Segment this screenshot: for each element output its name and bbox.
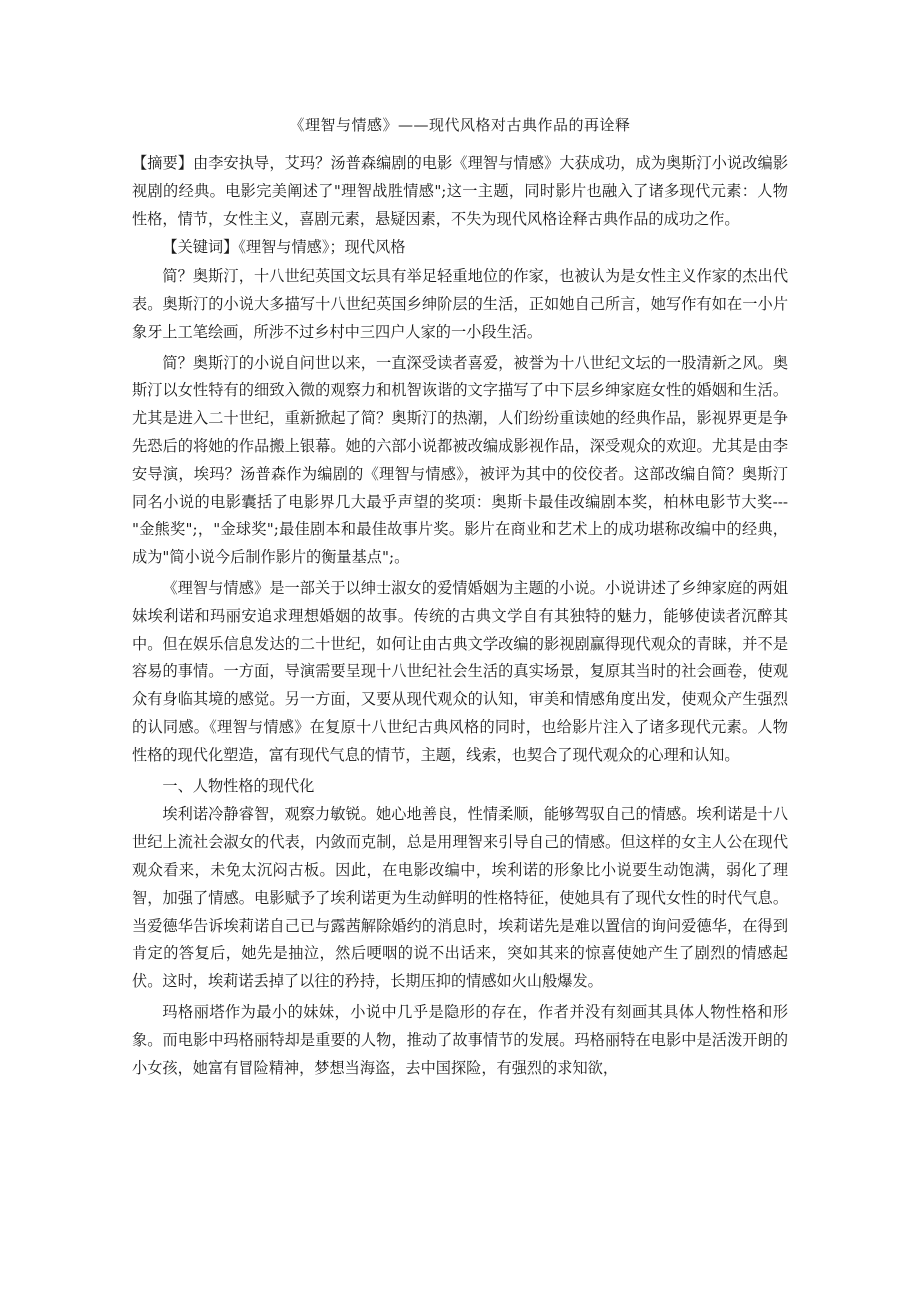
section-heading: 一、人物性格的现代化 (162, 776, 315, 795)
document-page (132, 112, 788, 1085)
abstract: 【摘要】由李安执导，艾玛？汤普森编剧的电影《理智与情感》大获成功，成为奥斯汀小说改编影视剧的经典。电影完美阐述了"理智战胜情感";这一主题，同时影片也融入了诸多现代元素：人物性格，情节，女性主义，喜剧元素，悬疑因素，不失为现代风格诠释古典作品的成功之作。 (132, 154, 788, 228)
body-paragraph: 埃利诺冷静睿智，观察力敏锐。她心地善良，性情柔顺，能够驾驭自己的情感。埃利诺是十八世纪上流社会淑女的代表，内敛而克制，总是用理智来引导自己的情感。但这样的女主人公在现代观众看来，未免太沉闷古板。因此，在电影改编中，埃利诺的形象比小说要生动饱满，弱化了理智，加强了情感。电影赋予了埃利诺更为生动鲜明的性格特征，使她具有了现代女性的时代气息。当爱德华告诉埃莉诺自己已与露茜解除婚约的消息时，埃莉诺先是难以置信的询问爱德华，在得到肯定的答复后，她先是抽泣，然后哽咽的说不出话来，突如其来的惊喜使她产生了剧烈的情感起伏。这时，埃莉诺丢掉了以往的矜持，长期压抑的情感如火山般爆发。 (132, 805, 788, 991)
body-paragraph: 玛格丽塔作为最小的妹妹，小说中几乎是隐形的存在，作者并没有刻画其具体人物性格和形象。而电影中玛格丽特却是重要的人物，推动了故事情节的发展。玛格丽特在电影中是活泼开朗的小女孩，她富有冒险精神，梦想当海盗，去中国探险，有强烈的求知欲， (132, 1002, 788, 1077)
body-paragraph: 《理智与情感》是一部关于以绅士淑女的爱情婚姻为主题的小说。小说讲述了乡绅家庭的两姐妹埃利诺和玛丽安追求理想婚姻的故事。传统的古典文学自有其独特的魅力，能够使读者沉醉其中。但在娱乐信息发达的二十世纪，如何让由古典文学改编的影视剧赢得现代观众的青睐，并不是容易的事情。一方面，导演需要呈现十八世纪社会生活的真实场景，复原其当时的社会画卷，使观众有身临其境的感觉。另一方面，又要从现代观众的认知，审美和情感角度出发，使观众产生强烈的认同感。《理智与情感》在复原十八世纪古典风格的同时，也给影片注入了诸多现代元素。人物性格的现代化塑造，富有现代气息的情节，主题，线索，也契合了现代观众的心理和认知。 (132, 578, 788, 764)
document-title: 《理智与情感》——现代风格对古典作品的再诠释 (289, 116, 631, 134)
body-paragraph: 简？奥斯汀的小说自问世以来，一直深受读者喜爱，被誉为十八世纪文坛的一股清新之风。奥斯汀以女性特有的细致入微的观察力和机智诙谐的文字描写了中下层乡绅家庭女性的婚姻和生活。尤其是进入二十世纪，重新掀起了简？奥斯汀的热潮，人们纷纷重读她的经典作品，影视界更是争先恐后的将她的作品搬上银幕。她的六部小说都被改编成影视作品，深受观众的欢迎。尤其是由李安导演，埃玛？汤普森作为编剧的《理智与情感》，被评为其中的佼佼者。这部改编自简？奥斯汀同名小说的电影囊括了电影界几大最乎声望的奖项：奥斯卡最佳改编剧本奖，柏林电影节大奖---"金熊奖";，"金球奖";最佳剧本和最佳故事片奖。影片在商业和艺术上的成功堪称改编中的经典，成为"简小说今后制作影片的衡量基点";。 (132, 353, 788, 567)
body-paragraph: 简？奥斯汀，十八世纪英国文坛具有举足轻重地位的作家，也被认为是女性主义作家的杰出代表。奥斯汀的小说大多描写十八世纪英国乡绅阶层的生活，正如她自己所言，她写作有如在一小片象牙上工笔绘画，所涉不过乡村中三四户人家的一小段生活。 (132, 267, 788, 341)
keywords: 【关键词】《理智与情感》；现代风格 (162, 238, 406, 257)
